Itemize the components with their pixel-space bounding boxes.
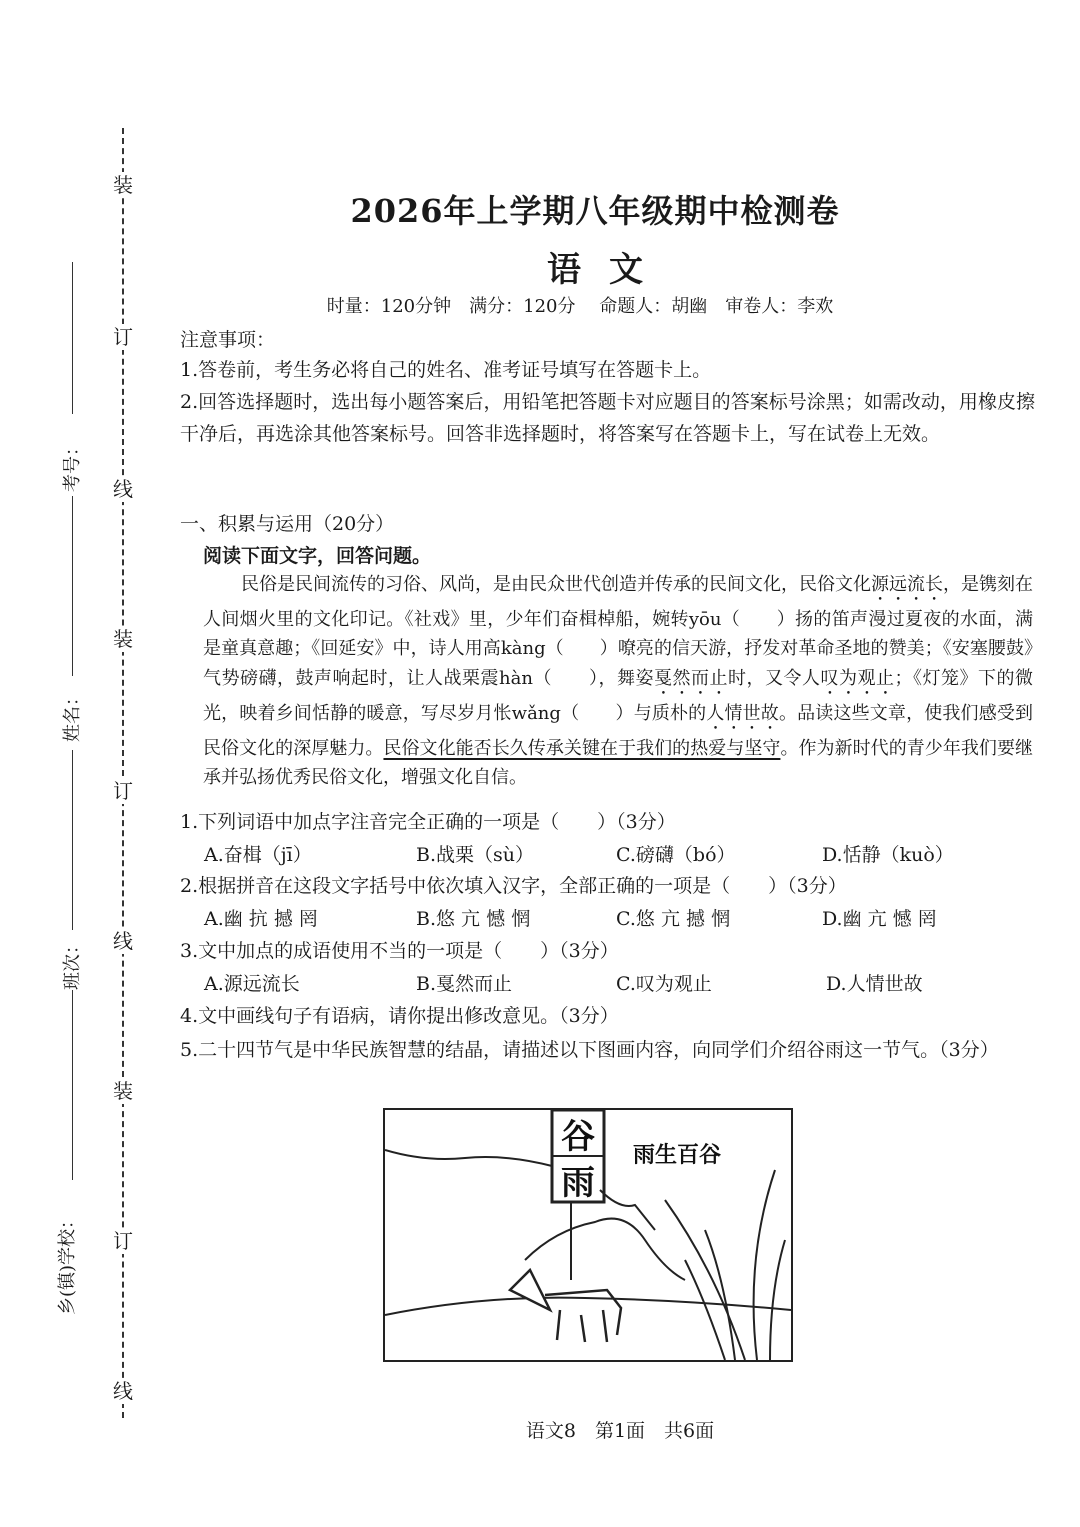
ground-line xyxy=(385,1298,791,1315)
dotted-idiom: 戛然而止 xyxy=(653,667,728,689)
question-2: 2.根据拼音在这段文字括号中依次填入汉字，全部正确的一项是（ ）（3分） xyxy=(180,875,847,897)
field-underline xyxy=(72,990,73,1180)
notice-item-1: 1.答卷前，考生务必将自己的姓名、准考证号填写在答题卡上。 xyxy=(180,359,712,381)
underlined-sentence: 民俗文化能否长久传承关键在于我们的热爱与坚守 xyxy=(383,737,781,759)
option: B.战栗（sù） xyxy=(416,844,534,866)
binding-char: 线 xyxy=(110,476,136,502)
passage-text: 时，又令人 xyxy=(727,667,821,689)
option: A.源远流长 xyxy=(204,973,300,995)
question-1-options xyxy=(204,840,1024,870)
option: C.磅礴（bó） xyxy=(616,844,736,866)
question-4: 4.文中画线句子有语病，请你提出修改意见。（3分） xyxy=(180,1005,619,1027)
dotted-idiom: 人情世故 xyxy=(706,702,779,724)
binding-char: 装 xyxy=(110,172,136,198)
binding-char: 订 xyxy=(110,1228,136,1254)
option: B.悠 亢 憾 惘 xyxy=(416,908,531,930)
dotted-idiom: 叹为观止 xyxy=(820,667,895,689)
sign-char-gu: 谷 xyxy=(561,1117,595,1157)
binding-char: 线 xyxy=(110,1378,136,1404)
illustration-drawing xyxy=(385,1110,791,1360)
binding-char: 线 xyxy=(110,928,136,954)
option: C.悠 亢 撼 惘 xyxy=(616,908,731,930)
binding-dashed-line xyxy=(122,128,124,1418)
grass-leaf xyxy=(665,1200,745,1360)
notice-heading: 注意事项： xyxy=(180,329,276,351)
page-footer: 语文8 第1面 共6面 xyxy=(525,1420,715,1442)
farmer-hat xyxy=(510,1270,550,1310)
option: A.奋楫（jī） xyxy=(204,844,312,866)
binding-char: 装 xyxy=(110,626,136,652)
option: A.幽 抗 撼 罔 xyxy=(204,908,318,930)
hill-line xyxy=(525,1219,685,1280)
question-2-options xyxy=(204,904,1024,934)
field-label-class: 班次： xyxy=(62,936,83,990)
question-3: 3.文中加点的成语使用不当的一项是（ ）（3分） xyxy=(180,940,619,962)
exam-title: 2026年上学期八年级期中检测卷 xyxy=(350,192,840,230)
field-label-name: 姓名： xyxy=(62,688,83,742)
guyu-illustration xyxy=(383,1108,793,1362)
binding-char: 订 xyxy=(110,324,136,350)
field-underline xyxy=(72,750,73,930)
dotted-idiom: 源远流长 xyxy=(871,574,943,595)
option: D.人情世故 xyxy=(826,973,923,995)
cloud-line xyxy=(385,1150,552,1166)
binding-char: 订 xyxy=(110,778,136,804)
instruction: 阅读下面文字，回答问题。 xyxy=(203,545,432,567)
passage-text: 民俗是民间流传的习俗、风尚，是由民众世代创造并传承的民间文化，民俗文化 xyxy=(241,574,871,595)
notice-item-2: 2.回答选择题时，选出每小题答案后，用铅笔把答题卡对应题目的答案标号涂黑；如需改动，用橡皮擦干净后，再选涂其他答案标号。回答非选择题时，将答案写在答题卡上，写在试卷上无效。 xyxy=(180,391,1035,445)
passage-text: 。作为新时代的青少年我们要继承并弘扬优秀民俗文化，增强文化自信。 xyxy=(203,737,1034,788)
subject-title xyxy=(0,242,1080,291)
exam-meta: 时量：120分钟 满分：120分 命题人：胡幽 审卷人：李欢 xyxy=(326,296,834,317)
question-1: 1.下列词语中加点字注音完全正确的一项是（ ）（3分） xyxy=(180,811,676,833)
picture-caption: 雨生百谷 xyxy=(633,1142,722,1168)
subject-char: 文 xyxy=(609,250,643,290)
option: D.恬静（kuò） xyxy=(822,844,954,866)
passage-text: ，是镌刻在人间烟火里的文化印记。《社戏》里，少年们奋楫棹船，婉转yōu（ ）扬的笛声漫过夏夜的水面，满是童真意趣；《回延安》中，诗人用高kàng（ ）嘹亮的信天游，抒发对革命圣地的赞美；《安塞腰鼓》气势磅礴，鼓声响起时，让人战栗震hàn（ ），舞姿 xyxy=(203,574,1033,689)
sign-char-yu: 雨 xyxy=(561,1163,595,1203)
question-3-options xyxy=(204,969,1024,999)
option: B.戛然而止 xyxy=(416,973,513,995)
option: C.叹为观止 xyxy=(616,973,712,995)
passage-text: ；《灯笼》下的微光，映着乡间恬静的暖意，写尽岁月怅wǎng（ ）与质朴的 xyxy=(203,667,1034,724)
option: D.幽 亢 憾 罔 xyxy=(822,908,937,930)
reading-passage xyxy=(203,570,1033,792)
hill-line xyxy=(600,1190,655,1230)
section-heading: 一、积累与运用（20分） xyxy=(180,513,395,535)
subject-char: 语 xyxy=(547,250,581,290)
field-underline xyxy=(72,496,73,676)
field-label-exam-number: 考号： xyxy=(62,438,83,492)
grass-leaf xyxy=(754,1170,775,1360)
grass-leaf xyxy=(770,1240,785,1360)
field-label-school: 乡(镇)学校： xyxy=(57,1210,79,1316)
question-5: 5.二十四节气是中华民族智慧的结晶，请描述以下图画内容，向同学们介绍谷雨这一节气。（3分） xyxy=(180,1039,999,1061)
binding-char: 装 xyxy=(110,1078,136,1104)
passage-text: 。品读这些文章，使我们感受到民俗文化的深厚魅力。 xyxy=(203,702,1034,759)
